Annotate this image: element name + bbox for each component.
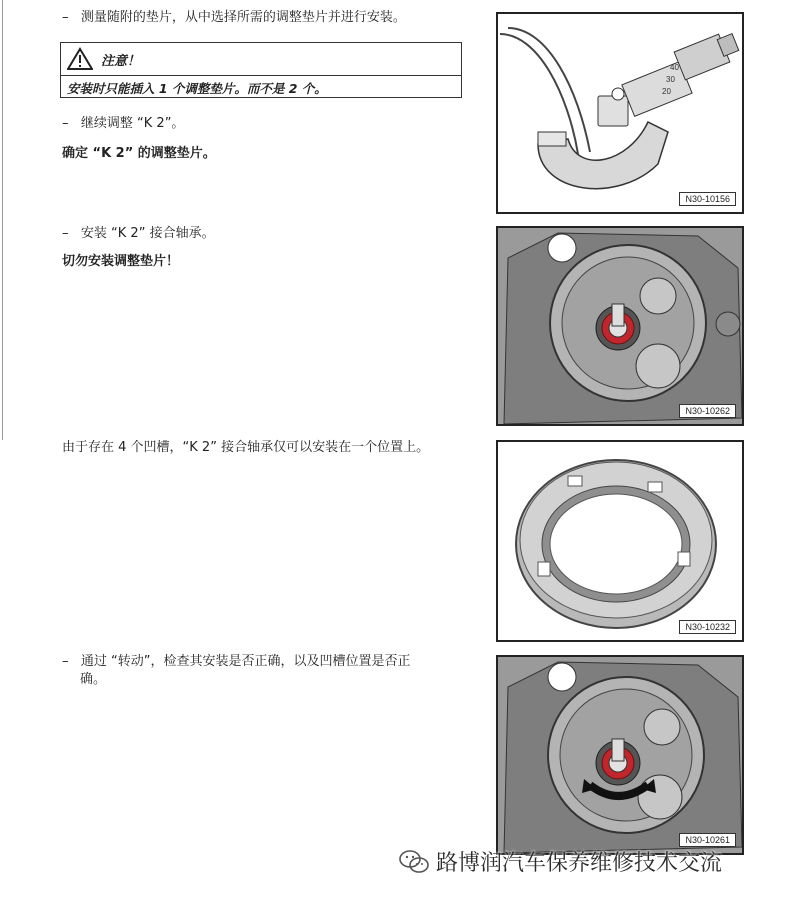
step-text: 通过 “转动”，检查其安装是否正确，以及凹槽位置是否正 (80, 654, 411, 669)
caution-body: 安装时只能插入 1 个调整垫片。而不是 2 个。 (67, 81, 327, 96)
determine-k2-note: 确定 “K 2” 的调整垫片。 (62, 146, 216, 161)
figure-code: N30-10262 (679, 404, 736, 418)
caution-box (60, 42, 462, 98)
figure-code: N30-10156 (679, 192, 736, 206)
wechat-icon (398, 848, 430, 876)
warning-icon (67, 47, 93, 71)
page-left-rule (2, 0, 3, 440)
watermark (392, 844, 792, 880)
bearing-ring-illustration (498, 442, 744, 642)
caution-title: 注意！ (101, 54, 141, 69)
micrometer-illustration (498, 14, 744, 214)
step-text: 安装 “K 2” 接合轴承。 (80, 226, 215, 241)
step-2 (62, 114, 184, 134)
figure-code: N30-10261 (679, 833, 736, 847)
gearbox-housing-illustration (498, 228, 744, 426)
step-text: 测量随附的垫片，从中选择所需的调整垫片并进行安装。 (80, 10, 406, 25)
figure-bearing-ring (496, 440, 744, 642)
step-3 (62, 224, 215, 244)
step-4-continued: 确。 (80, 672, 107, 687)
no-shim-note: 切勿安装调整垫片！ (62, 254, 180, 269)
step-dash: – (62, 116, 69, 131)
step-dash: – (62, 10, 69, 25)
gearbox-rotate-illustration (498, 657, 744, 855)
figure-gearbox-rotate (496, 655, 744, 855)
figure-gearbox-housing (496, 226, 744, 426)
step-1 (62, 8, 406, 28)
figure-micrometer (496, 12, 744, 214)
step-text: 继续调整 “K 2”。 (80, 116, 185, 131)
figure-code: N30-10232 (679, 620, 736, 634)
step-dash: – (62, 654, 69, 669)
scale-mark: 30 (666, 75, 675, 84)
watermark-text: 路博润汽车保养维修技术交流 (436, 851, 723, 876)
scale-mark: 40 (670, 63, 679, 72)
caution-divider (61, 75, 461, 76)
step-dash: – (62, 226, 69, 241)
scale-mark: 20 (662, 87, 671, 96)
step-4 (62, 652, 411, 672)
grooves-note: 由于存在 4 个凹槽，“K 2” 接合轴承仅可以安装在一个位置上。 (62, 440, 430, 455)
